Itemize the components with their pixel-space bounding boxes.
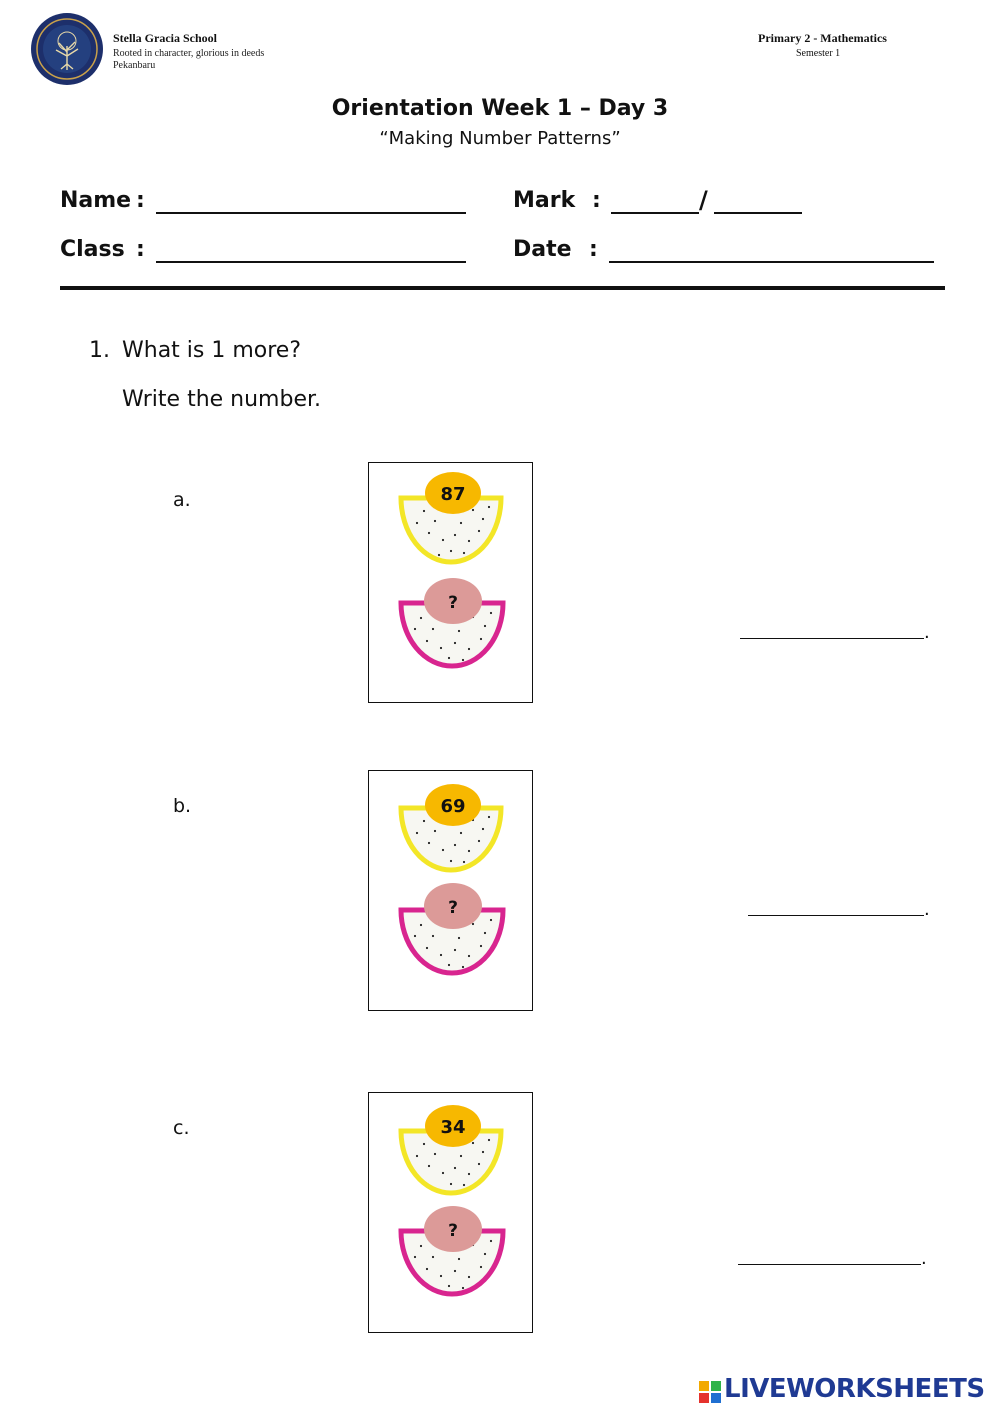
header-divider [60, 286, 945, 290]
subject-heading: Primary 2 - Mathematics [758, 31, 887, 45]
question-number: 1. [89, 338, 110, 363]
school-motto: Rooted in character, glorious in deeds [113, 48, 265, 59]
fruit-card [368, 770, 533, 1011]
given-number: 69 [440, 796, 466, 817]
name-field[interactable] [156, 212, 466, 214]
mark-slash: / [699, 186, 708, 214]
name-colon: : [136, 188, 145, 213]
fruit-card [368, 1092, 533, 1333]
name-label: Name [60, 188, 132, 213]
answer-period: . [924, 899, 930, 920]
worksheet-title: Orientation Week 1 – Day 3 [331, 96, 669, 121]
item-label: a. [173, 489, 191, 511]
school-name: Stella Gracia School [113, 31, 217, 45]
liveworksheets-logo-icon [698, 1377, 724, 1409]
class-field[interactable] [156, 261, 466, 263]
item-label: c. [173, 1117, 190, 1139]
mark-label: Mark [513, 188, 576, 213]
item-label: b. [173, 795, 192, 817]
liveworksheets-brand[interactable]: LIVEWORKSHEETS [724, 1374, 985, 1404]
question-prompt: What is 1 more? [122, 338, 302, 363]
class-colon: : [136, 237, 145, 262]
answer-field[interactable] [738, 1264, 921, 1265]
school-city: Pekanbaru [113, 60, 156, 71]
date-label: Date [513, 237, 572, 262]
answer-field[interactable] [748, 915, 924, 916]
mark-score-field[interactable] [611, 212, 699, 214]
school-logo [30, 12, 104, 86]
question-instruction: Write the number. [122, 387, 322, 412]
unknown-number: ? [448, 1221, 458, 1241]
class-label: Class [60, 237, 125, 262]
given-number: 34 [440, 1117, 466, 1138]
answer-period: . [921, 1248, 927, 1269]
fruit-card [368, 462, 533, 703]
answer-field[interactable] [740, 638, 924, 639]
mark-colon: : [592, 188, 601, 213]
mark-total-field[interactable] [714, 212, 802, 214]
date-field[interactable] [609, 261, 934, 263]
given-number: 87 [440, 484, 466, 505]
unknown-number: ? [448, 593, 458, 613]
unknown-number: ? [448, 898, 458, 918]
answer-period: . [924, 622, 930, 643]
semester-label: Semester 1 [796, 48, 841, 59]
worksheet-subtitle: “Making Number Patterns” [379, 128, 621, 149]
date-colon: : [589, 237, 598, 262]
